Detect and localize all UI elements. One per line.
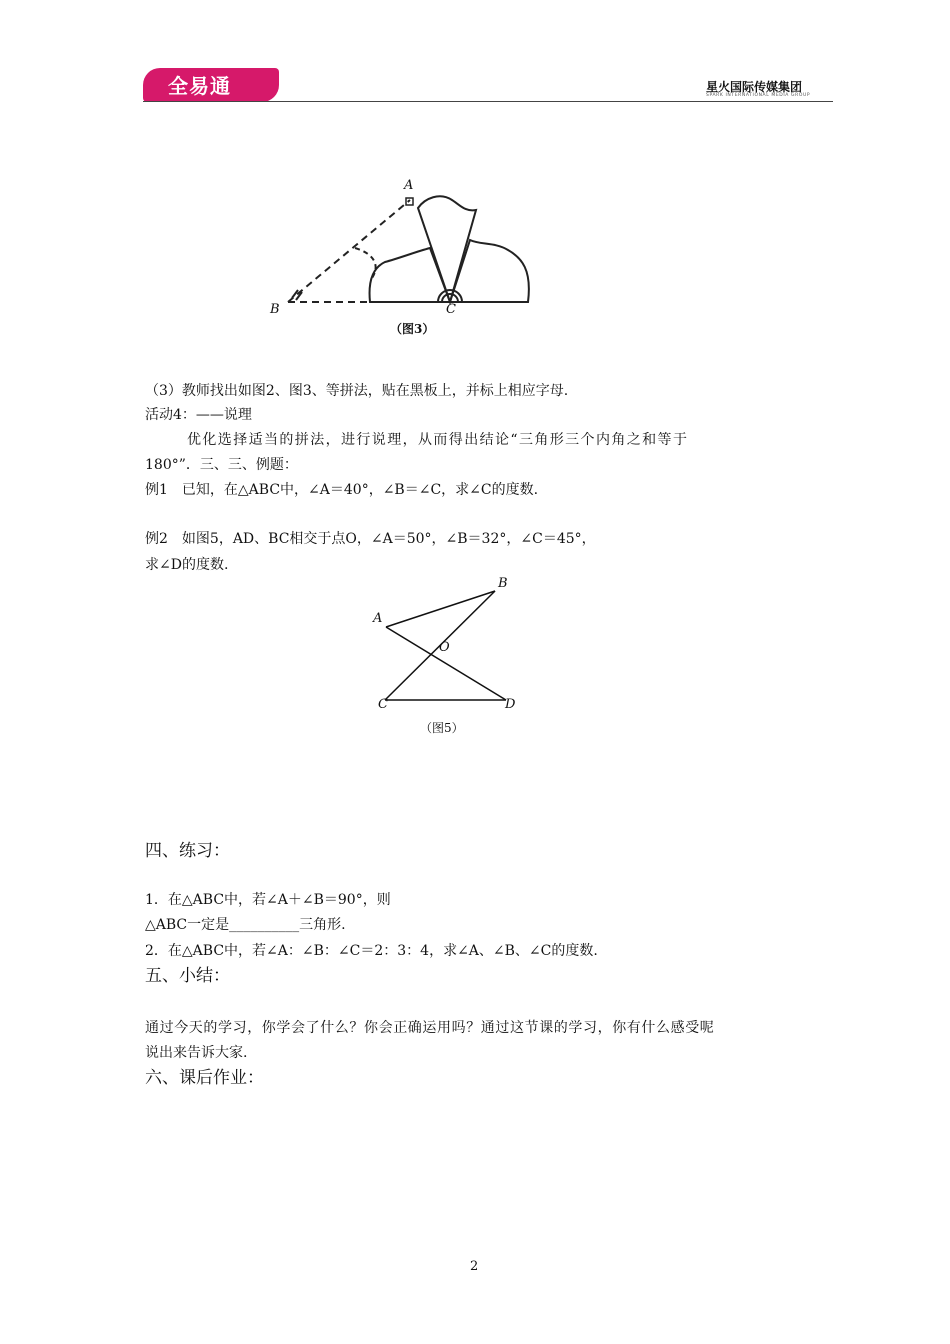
summary-heading: 五、小结： [145,966,230,986]
summary-line1: 通过今天的学习，你学会了什么？你会正确运用吗？通过这节课的学习，你有什么感受呢 [145,1020,715,1036]
piece-right [450,240,529,302]
activity4-text: 活动4：——说理 [145,407,252,423]
segment-ad [386,627,506,700]
example2-line1: 例2 如图5，AD、BC相交于点O，∠A＝50°，∠B＝32°，∠C＝45°， [145,531,596,547]
fig3-label-a: A [404,178,414,193]
fig5-label-o: O [439,640,450,655]
practice-q1-line1: 1．在△ABC中，若∠A＋∠B＝90°，则 [145,892,391,908]
step3-text: （3）教师找出如图2、图3、等拼法，贴在黑板上，并标上相应字母. [145,383,569,399]
brand-name: 星火国际传媒集团 [706,80,803,94]
explain-line1: 优化选择适当的拼法，进行说理，从而得出结论“三角形三个内角之和等于 [187,432,689,448]
brand-name-en: SPARK INTERNATIONAL MEDIA GROUP [706,93,811,98]
fig3-label-c: C [446,302,456,317]
fig3-label-b: B [270,302,280,317]
segment-ab [386,591,495,627]
figure-3 [260,170,550,340]
header-divider [143,101,833,102]
logo-text: 全易通 [168,74,231,98]
fig5-label-d: D [505,697,516,712]
fig5-label-a: A [373,611,383,626]
explain-line2: 180°”．三、三、例题： [145,457,298,473]
practice-heading: 四、练习： [145,841,230,861]
fig5-label-b: B [498,576,508,591]
fig5-caption: （图5） [420,721,464,735]
example1-text: 例1 已知，在△ABC中，∠A＝40°，∠B＝∠C，求∠C的度数. [145,482,539,498]
practice-q2: 2．在△ABC中，若∠A：∠B：∠C＝2：3：4，求∠A、∠B、∠C的度数. [145,943,598,959]
practice-q1-line2: △ABC一定是__________三角形. [145,917,346,933]
example2-line2: 求∠D的度数. [145,557,229,573]
homework-heading: 六、课后作业： [145,1068,264,1088]
fig5-label-c: C [378,697,388,712]
fig3-caption: （图3） [390,322,435,336]
page-number: 2 [470,1259,479,1274]
side-ab-dashed [288,200,410,302]
summary-line2: 说出来告诉大家. [145,1045,248,1061]
piece-left [370,248,450,302]
